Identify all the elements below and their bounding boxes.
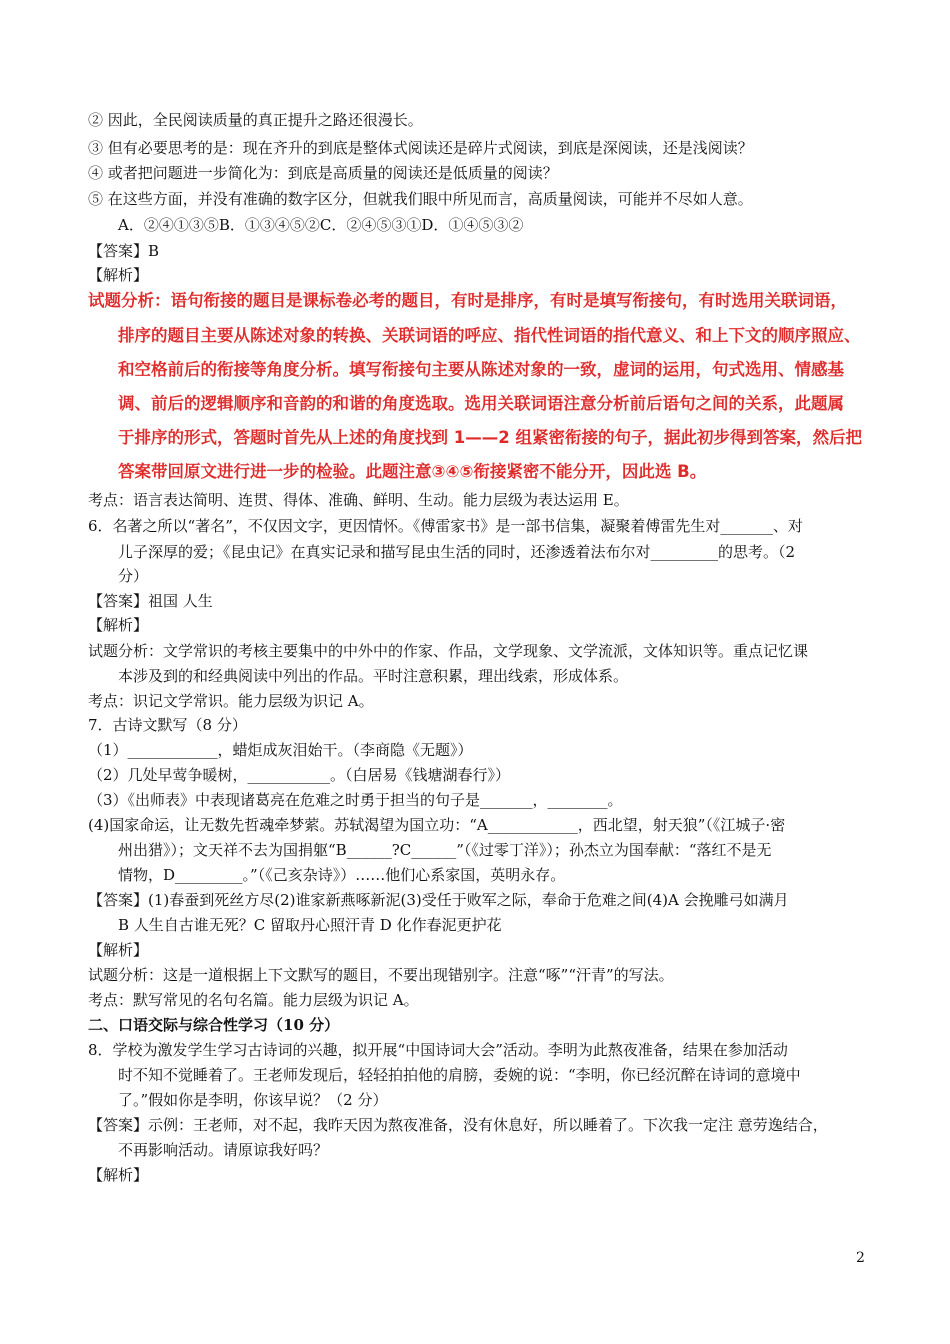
option-line-3: ③ 但有必要思考的是：现在齐升的到底是整体式阅读还是碎片式阅读，到底是深阅读，还是浅阅读？	[88, 139, 753, 157]
analysis-red-line: 和空格前后的衔接等角度分析。填写衔接句主要从陈述对象的一致，虚词的运用，句式选用、情感基	[118, 360, 844, 379]
answer-label-5: 【答案】B	[88, 242, 160, 260]
question-7-2: （2）几处早莺争暖树，___________。（白居易《钱塘湖春行》）	[88, 766, 511, 784]
analysis-label-5: 【解析】	[88, 266, 149, 284]
analysis-6-cont: 本涉及到的和经典阅读中列出的作品。平时注意积累，理出线索，形成体系。	[118, 667, 629, 685]
option-line-2: ② 因此，全民阅读质量的真正提升之路还很漫长。	[88, 111, 423, 129]
choices: A．②④①③⑤B．①③④⑤②C．②④⑤③①D．①④⑤③②	[118, 216, 524, 234]
kaodian-7: 考点：默写常见的名句名篇。能力层级为识记 A。	[88, 991, 419, 1009]
analysis-label-8: 【解析】	[88, 1166, 149, 1184]
answer-6: 【答案】祖国 人生	[88, 592, 213, 610]
question-6-cont: 分）	[118, 567, 149, 585]
page-number: 2	[856, 1250, 865, 1266]
analysis-6: 试题分析：文学常识的考核主要集中的中外中的作家、作品，文学现象、文学流派，文体知识等。重点记忆课	[88, 642, 809, 660]
question-7-4-cont: 情物，D_________。”（《己亥杂诗》）……他们心系家国，英明永存。	[118, 866, 566, 884]
option-line-4: ④ 或者把问题进一步简化为：到底是高质量的阅读还是低质量的阅读？	[88, 164, 558, 182]
question-7-1: （1）____________，蜡炬成灰泪始干。（李商隐《无题》）	[88, 741, 473, 759]
analysis-red-line: 答案带回原文进行进一步的检验。此题注意③④⑤衔接紧密不能分开，因此选 B。	[118, 462, 707, 481]
kaodian-5: 考点：语言表达简明、连贯、得体、准确、鲜明、生动。能力层级为表达运用 E。	[88, 491, 629, 509]
question-6-cont: 儿子深厚的爱；《昆虫记》在真实记录和描写昆虫生活的同时，还渗透着法布尔对_________的思考。（2	[118, 543, 796, 561]
question-7-4-cont: 州出猎》）；文天祥不去为国捐躯“B______?C______”（《过零丁洋》）；孙杰立为国奉献：“落红不是无	[118, 841, 772, 859]
question-8-cont: 时不知不觉睡着了。王老师发现后，轻轻拍拍他的肩膀，委婉的说：“李明，你已经沉醉在诗词的意境中	[118, 1066, 801, 1084]
analysis-red-line: 调、前后的逻辑顺序和音韵的和谐的角度选取。选用关联词语注意分析前后语句之间的关系，此题属	[118, 394, 844, 413]
analysis-red-line: 试题分析：语句衔接的题目是课标卷必考的题目，有时是排序，有时是填写衔接句，有时选用关联词语，	[88, 291, 847, 310]
question-8: 8．学校为激发学生学习古诗词的兴趣，拟开展“中国诗词大会”活动。李明为此熬夜准备，结果在参加活动	[88, 1041, 788, 1059]
analysis-7: 试题分析：这是一道根据上下文默写的题目，不要出现错别字。注意“啄”“汗青”的写法。	[88, 966, 674, 984]
section-heading: 二、口语交际与综合性学习（10 分）	[88, 1016, 340, 1034]
question-8-cont: 了。”假如你是李明，你该早说？（2 分）	[118, 1091, 388, 1109]
question-7: 7．古诗文默写（8 分）	[88, 716, 247, 734]
question-6: 6．名著之所以“著名”，不仅因文字，更因情怀。《傅雷家书》是一部书信集，凝聚着傅雷先生对_______、对	[88, 517, 803, 535]
analysis-label-7: 【解析】	[88, 941, 149, 959]
analysis-red-line: 于排序的形式，答题时首先从上述的角度找到 1——2 组紧密衔接的句子，据此初步得到答案，然后把	[118, 428, 862, 447]
analysis-label-6: 【解析】	[88, 616, 149, 634]
question-7-3: （3）《出师表》中表现诸葛亮在危难之时勇于担当的句子是_______，________。	[88, 791, 623, 809]
question-7-4: (4)国家命运，让无数先哲魂牵梦萦。苏轼渴望为国立功：“A____________，西北望，射天狼”（《江城子·密	[88, 816, 786, 834]
answer-7-cont: B 人生自古谁无死？C 留取丹心照汗青 D 化作春泥更护花	[118, 916, 502, 934]
option-line-5: ⑤ 在这些方面，并没有准确的数字区分，但就我们眼中所见而言，高质量阅读，可能并不尽如人意。	[88, 190, 753, 208]
kaodian-6: 考点：识记文学常识。能力层级为识记 A。	[88, 692, 374, 710]
analysis-red-line: 排序的题目主要从陈述对象的转换、关联词语的呼应、指代性词语的指代意义、和上下文的顺序照应、	[118, 326, 861, 345]
answer-8: 【答案】示例：王老师，对不起，我昨天因为熬夜准备，没有休息好，所以睡着了。下次我一定注 意劳逸结合，	[88, 1116, 828, 1134]
answer-7: 【答案】(1)春蚕到死丝方尽(2)谁家新燕啄新泥(3)受任于败军之际，奉命于危难之间(4)A 会挽雕弓如满月	[88, 891, 789, 909]
answer-8-cont: 不再影响活动。请原谅我好吗？	[118, 1141, 329, 1159]
